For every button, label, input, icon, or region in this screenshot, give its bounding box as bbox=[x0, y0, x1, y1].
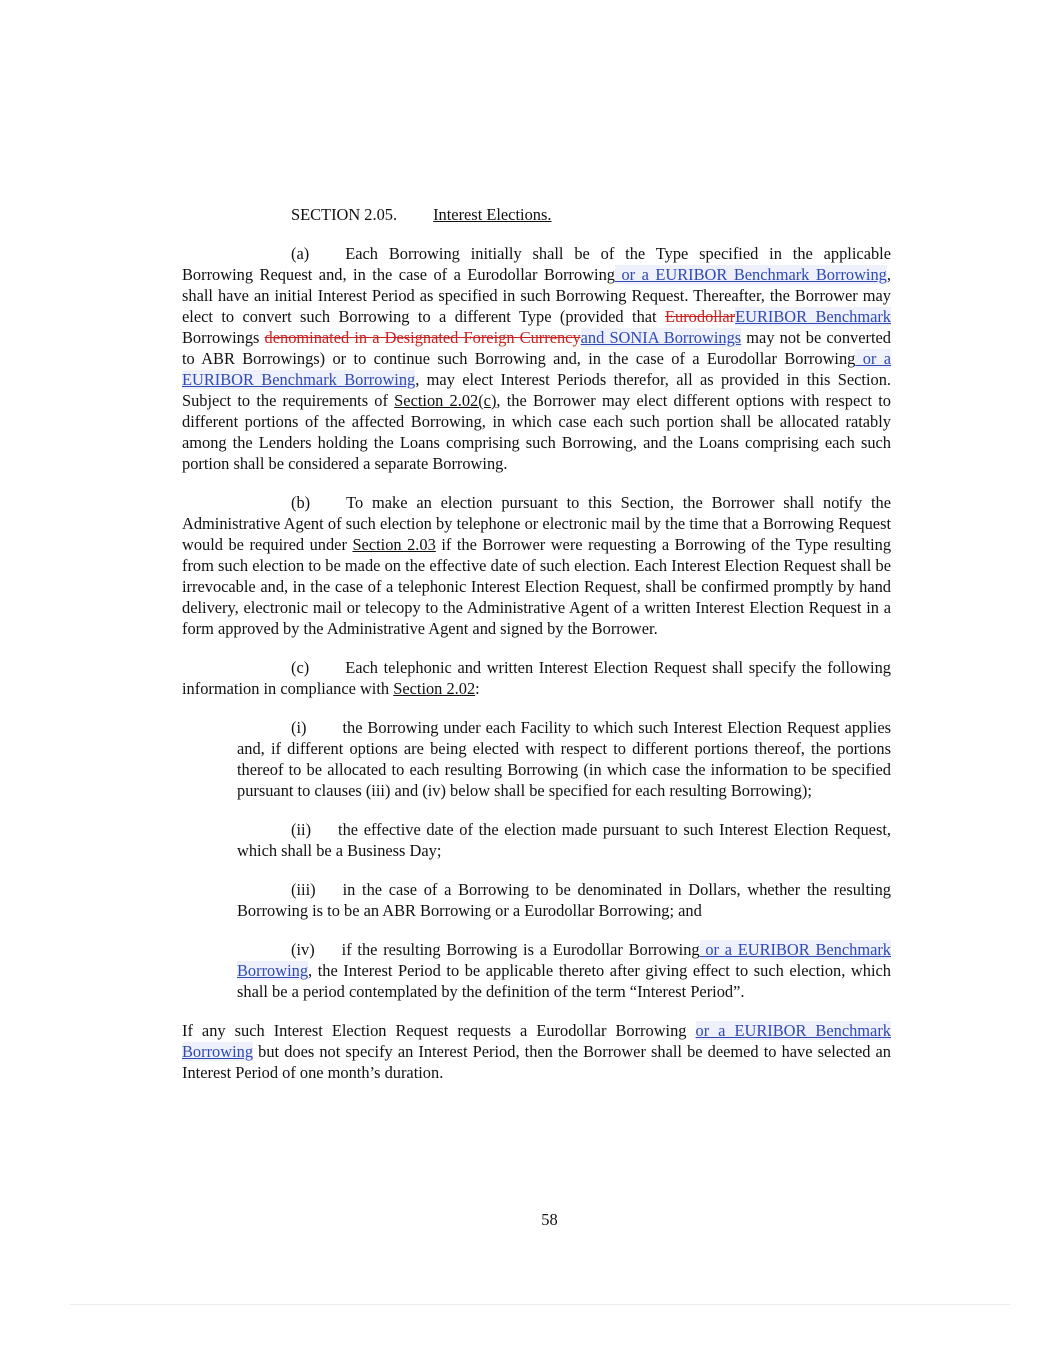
para-a-label: (a) bbox=[291, 244, 310, 263]
paragraph-b: (b) To make an election pursuant to this Section, the Borrower shall notify the Administrative Agent of such election by telephone or electronic mail by the time that a Borrowing Request would be required under Section 2.03 if the Borrower were requesting a Borrowing of the Type resulting from such election to be made on the effective date of such election. Each Interest Election Request shall be irrevocable and, in the case of a telephonic Interest Election Request, shall be confirmed promptly by hand delivery, electronic mail or telecopy to the Administrative Agent of a written Interest Election Request in a form approved by the Administrative Agent and signed by the Borrower. bbox=[182, 493, 892, 638]
inserted-text: or a EURIBOR Benchmark Borrowing bbox=[615, 265, 887, 284]
page-bottom-divider bbox=[70, 1304, 1010, 1305]
inserted-text: or a EURIBOR Benchmark Borrowing bbox=[237, 940, 891, 980]
page-number: 58 bbox=[541, 1210, 558, 1229]
section-reference: Section 2.02(c) bbox=[394, 391, 497, 410]
paragraph-a: (a) Each Borrowing initially shall be of the Type specified in the applicable Borrowing Request and, in the case of a Eurodollar Borrowing or a EURIBOR Benchmark Borrowing, shall have an initial Interest Period as specified in such Borrowing Request. Thereafter, the Borrower may elect to convert such Borrowing to a different Type (provided that EurodollarEURIBOR Benchmark Borrowings denominated in a Designated Foreign Currencyand SONIA Borrowings may not be converted to ABR Borrowings) or to continue such Borrowing and, in the case of a Eurodollar Borrowing or a EURIBOR Benchmark Borrowing, may elect Interest Periods therefor, all as provided in this Section. Subject to the requirements of Section 2.02(c), the Borrower may elect different options with respect to different portions of the affected Borrowing, in which case each such portion shall be allocated ratably among the Lenders holding the Loans comprising such Borrowing, and the Loans comprising each such portion shall be considered a separate Borrowing. bbox=[182, 244, 892, 473]
inserted-text: or a EURIBOR Benchmark Borrowing bbox=[182, 349, 892, 389]
paragraph-c: (c) Each telephonic and written Interest Election Request shall specify the following information in compliance with Section 2.02: bbox=[182, 658, 891, 698]
clause-ii-label: (ii) bbox=[291, 820, 312, 839]
clause-i-label: (i) bbox=[291, 718, 307, 737]
closing-paragraph: If any such Interest Election Request requests a Eurodollar Borrowing or a EURIBOR Benchmark Borrowing but does not specify an Interest Period, then the Borrower shall be deemed to have selected an Interest Period of one month’s duration. bbox=[182, 1021, 891, 1082]
section-title: Interest Elections. bbox=[433, 205, 552, 224]
document-page bbox=[182, 204, 891, 1083]
section-reference: Section 2.02 bbox=[393, 679, 476, 698]
inserted-text: or a EURIBOR Benchmark Borrowing bbox=[182, 1021, 891, 1061]
clause-iii-label: (iii) bbox=[291, 880, 316, 899]
para-b-label: (b) bbox=[291, 493, 311, 512]
inserted-text: EURIBOR Benchmark bbox=[735, 307, 892, 326]
inserted-text: and SONIA Borrowings bbox=[580, 328, 742, 347]
section-number: SECTION 2.05. bbox=[291, 205, 398, 224]
deleted-text: Eurodollar bbox=[665, 307, 736, 326]
para-c-label: (c) bbox=[291, 658, 310, 677]
clause-iii: (iii) in the case of a Borrowing to be denominated in Dollars, whether the resulting Borrowing is to be an ABR Borrowing or a Eurodollar Borrowing; and bbox=[237, 880, 891, 920]
clause-iv: (iv) if the resulting Borrowing is a Eurodollar Borrowing or a EURIBOR Benchmark Borrowing, the Interest Period to be applicable thereto after giving effect to such election, which shall be a period contemplated by the definition of the term “Interest Period”. bbox=[237, 940, 891, 1001]
deleted-text: denominated in a Designated Foreign Currency bbox=[264, 328, 581, 347]
section-reference: Section 2.03 bbox=[352, 535, 436, 554]
clause-iv-label: (iv) bbox=[291, 940, 315, 959]
section-heading bbox=[182, 204, 891, 225]
clause-ii: (ii) the effective date of the election made pursuant to such Interest Election Request, which shall be a Business Day; bbox=[237, 820, 891, 860]
clause-i: (i) the Borrowing under each Facility to which such Interest Election Request applies and, if different options are being elected with respect to different portions thereof, the portions thereof to be allocated to each resulting Borrowing (in which case the information to be specified pursuant to clauses (iii) and (iv) below shall be specified for each resulting Borrowing); bbox=[237, 718, 891, 800]
